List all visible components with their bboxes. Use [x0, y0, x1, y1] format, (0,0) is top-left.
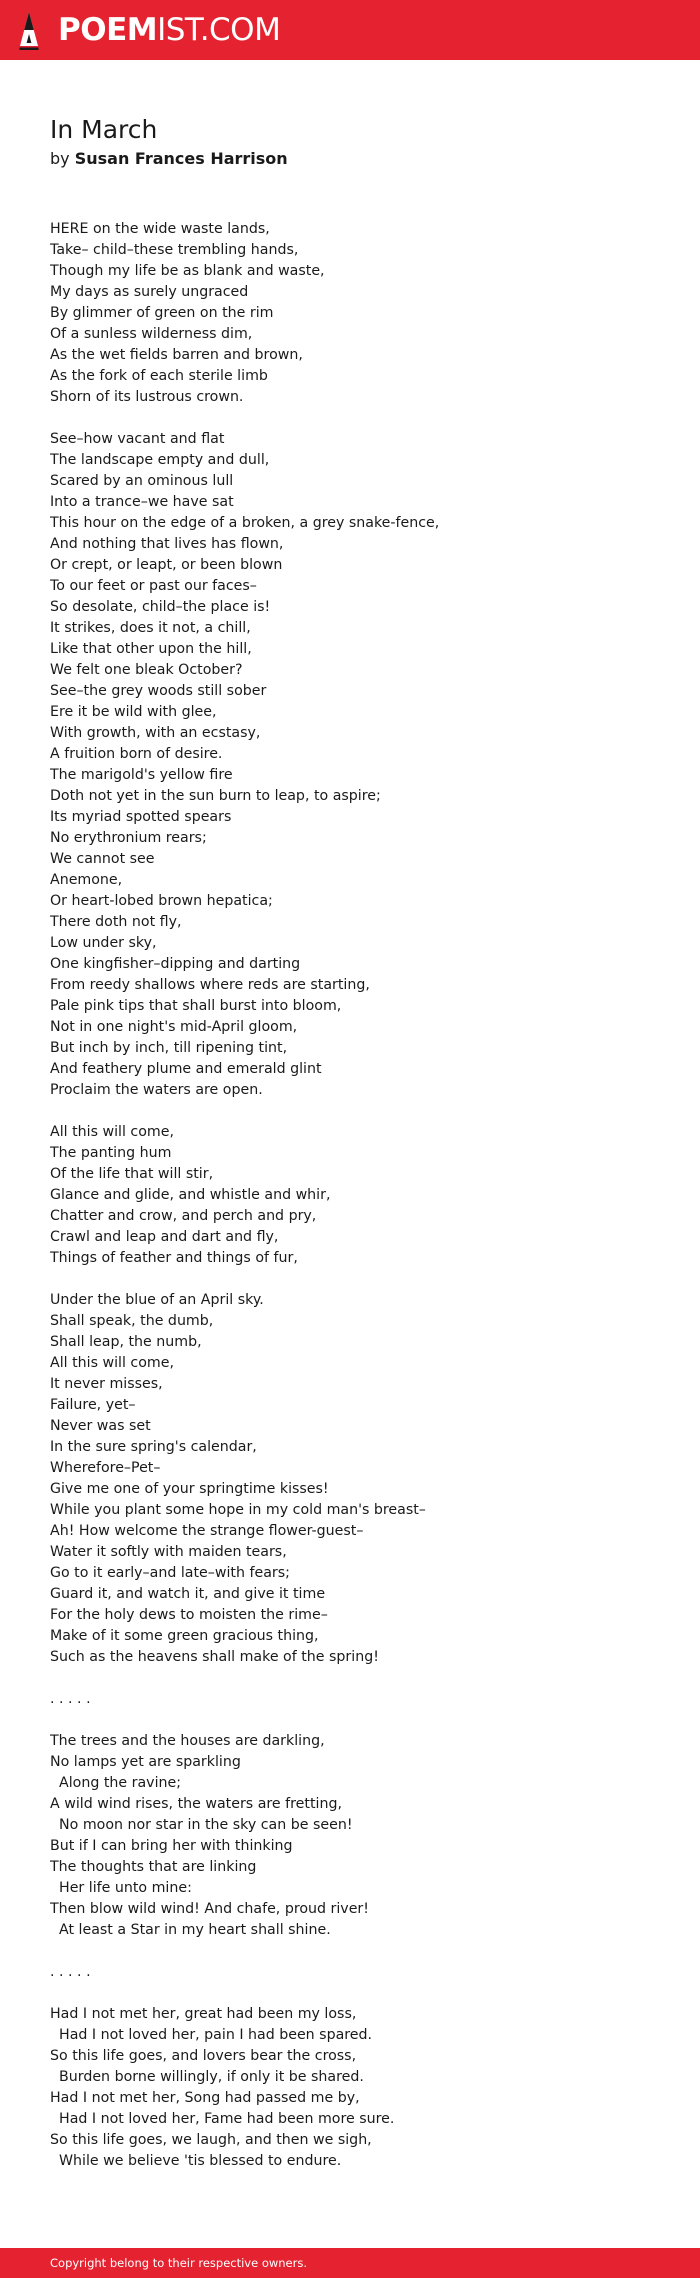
logo-text-bold: POEM [58, 12, 158, 48]
poem-line: See–how vacant and flat [50, 431, 225, 447]
poem-line: Pale pink tips that shall burst into bloom, [50, 998, 342, 1014]
poem-line: Shorn of its lustrous crown. [50, 389, 244, 405]
byline [50, 147, 288, 171]
stanza-break [50, 1983, 670, 2004]
poem-line: Make of it some green gracious thing, [50, 1628, 319, 1644]
poem-line: In the sure spring's calendar, [50, 1439, 257, 1455]
poem-line: All this will come, [50, 1124, 174, 1140]
poem-line: No moon nor star in the sky can be seen! [50, 1817, 353, 1833]
poem-line: Though my life be as blank and waste, [50, 263, 325, 279]
poem-line: As the wet fields barren and brown, [50, 347, 303, 363]
poem-line: Had I not met her, Song had passed me by, [50, 2090, 360, 2106]
site-logo[interactable] [18, 10, 280, 50]
poem-line: Scared by an ominous lull [50, 473, 234, 489]
poem-line: Guard it, and watch it, and give it time [50, 1586, 326, 1602]
poem-line: Glance and glide, and whistle and whir, [50, 1187, 331, 1203]
poem-line: Into a trance–we have sat [50, 494, 234, 510]
poem-line: And feathery plume and emerald glint [50, 1061, 322, 1077]
poem-line: The landscape empty and dull, [50, 452, 270, 468]
poem-line: We cannot see [50, 851, 155, 867]
poem-line: The trees and the houses are darkling, [50, 1733, 325, 1749]
poem-line: Of the life that will stir, [50, 1166, 214, 1182]
author-link[interactable]: Susan Frances Harrison [74, 149, 288, 168]
stanza-break [50, 1941, 670, 1962]
poem-line: Had I not loved her, pain I had been spared. [50, 2027, 373, 2043]
poem-title: In March [50, 115, 158, 144]
poem-line: There doth not fly, [50, 914, 182, 930]
poem-line: Doth not yet in the sun burn to leap, to aspire; [50, 788, 381, 804]
poem-line: A wild wind rises, the waters are fretting, [50, 1796, 342, 1812]
poem-line: So desolate, child–the place is! [50, 599, 271, 615]
poem-line: Crawl and leap and dart and fly, [50, 1229, 279, 1245]
poem-line: Burden borne willingly, if only it be shared. [50, 2069, 364, 2085]
stanza-break [50, 1710, 670, 1731]
poem-line: All this will come, [50, 1355, 174, 1371]
poem-line: It never misses, [50, 1376, 163, 1392]
poem-line: My days as surely ungraced [50, 284, 249, 300]
poem-line: Wherefore–Pet– [50, 1460, 161, 1476]
poem-line: With growth, with an ecstasy, [50, 725, 261, 741]
poem-line: Anemone, [50, 872, 123, 888]
poem-line: No erythronium rears; [50, 830, 207, 846]
poem-line: Ere it be wild with glee, [50, 704, 217, 720]
poem-line: For the holy dews to moisten the rime– [50, 1607, 328, 1623]
poem-line: Under the blue of an April sky. [50, 1292, 264, 1308]
poem-line: One kingfisher–dipping and darting [50, 956, 301, 972]
poem-line: Never was set [50, 1418, 151, 1434]
by-label: by [50, 149, 70, 168]
poem-line: So this life goes, and lovers bear the cross, [50, 2048, 357, 2064]
poem-line: Its myriad spotted spears [50, 809, 232, 825]
poem-line: Things of feather and things of fur, [50, 1250, 298, 1266]
poem-line: Water it softly with maiden tears, [50, 1544, 287, 1560]
poem-line: Give me one of your springtime kisses! [50, 1481, 329, 1497]
poem-line: Ah! How welcome the strange flower-guest– [50, 1523, 364, 1539]
poem-line: Proclaim the waters are open. [50, 1082, 263, 1098]
poem-line: Or heart-lobed brown hepatica; [50, 893, 273, 909]
site-footer [0, 2248, 700, 2278]
poem-line: The marigold's yellow fire [50, 767, 233, 783]
poem-line: Along the ravine; [50, 1775, 182, 1791]
poem-line: We felt one bleak October? [50, 662, 243, 678]
poem-line: Take– child–these trembling hands, [50, 242, 299, 258]
logo-text-light: IST.COM [157, 12, 281, 48]
poem-line: This hour on the edge of a broken, a grey snake-fence, [50, 515, 440, 531]
poem-line: But if I can bring her with thinking [50, 1838, 293, 1854]
poem-line: . . . . . [50, 1964, 91, 1980]
poem-line: Chatter and crow, and perch and pry, [50, 1208, 317, 1224]
stanza-break [50, 1668, 670, 1689]
poem-line: Then blow wild wind! And chafe, proud river! [50, 1901, 369, 1917]
poem-line: By glimmer of green on the rim [50, 305, 274, 321]
poem-line: Go to it early–and late–with fears; [50, 1565, 290, 1581]
poem-line: Of a sunless wilderness dim, [50, 326, 253, 342]
poem-line: Not in one night's mid-April gloom, [50, 1019, 298, 1035]
stanza-break [50, 1269, 670, 1290]
poem-body [50, 219, 670, 2172]
poem-line: Her life unto mine: [50, 1880, 192, 1896]
poem-line: Shall speak, the dumb, [50, 1313, 214, 1329]
poem-line: HERE on the wide waste lands, [50, 221, 270, 237]
poem-line: But inch by inch, till ripening tint, [50, 1040, 288, 1056]
logo-wordmark [58, 10, 280, 50]
poem-line: From reedy shallows where reds are starting, [50, 977, 370, 993]
poem-line: While we believe 'tis blessed to endure. [50, 2153, 342, 2169]
poem-line: And nothing that lives has flown, [50, 536, 284, 552]
poem-line: Such as the heavens shall make of the spring! [50, 1649, 379, 1665]
poem-line: The thoughts that are linking [50, 1859, 257, 1875]
poem-line: Like that other upon the hill, [50, 641, 252, 657]
stanza-break [50, 1101, 670, 1122]
poem-line: So this life goes, we laugh, and then we sigh, [50, 2132, 372, 2148]
poem-line: Or crept, or leapt, or been blown [50, 557, 283, 573]
poem-line: It strikes, does it not, a chill, [50, 620, 251, 636]
site-header [0, 0, 700, 60]
poem-line: . . . . . [50, 1691, 91, 1707]
poem-line: No lamps yet are sparkling [50, 1754, 241, 1770]
poem-line: See–the grey woods still sober [50, 683, 267, 699]
poem-line: As the fork of each sterile limb [50, 368, 268, 384]
stanza-break [50, 408, 670, 429]
copyright-notice: Copyright belong to their respective owners. [50, 2256, 308, 2270]
pen-nib-icon [18, 10, 40, 50]
poem-line: A fruition born of desire. [50, 746, 223, 762]
poem-line: Had I not loved her, Fame had been more sure. [50, 2111, 395, 2127]
poem-line: At least a Star in my heart shall shine. [50, 1922, 331, 1938]
poem-line: Low under sky, [50, 935, 157, 951]
poem-line: Had I not met her, great had been my loss, [50, 2006, 357, 2022]
poem-line: Failure, yet– [50, 1397, 136, 1413]
poem-line: Shall leap, the numb, [50, 1334, 202, 1350]
poem-line: While you plant some hope in my cold man's breast– [50, 1502, 426, 1518]
poem-line: The panting hum [50, 1145, 172, 1161]
poem-line: To our feet or past our faces– [50, 578, 257, 594]
